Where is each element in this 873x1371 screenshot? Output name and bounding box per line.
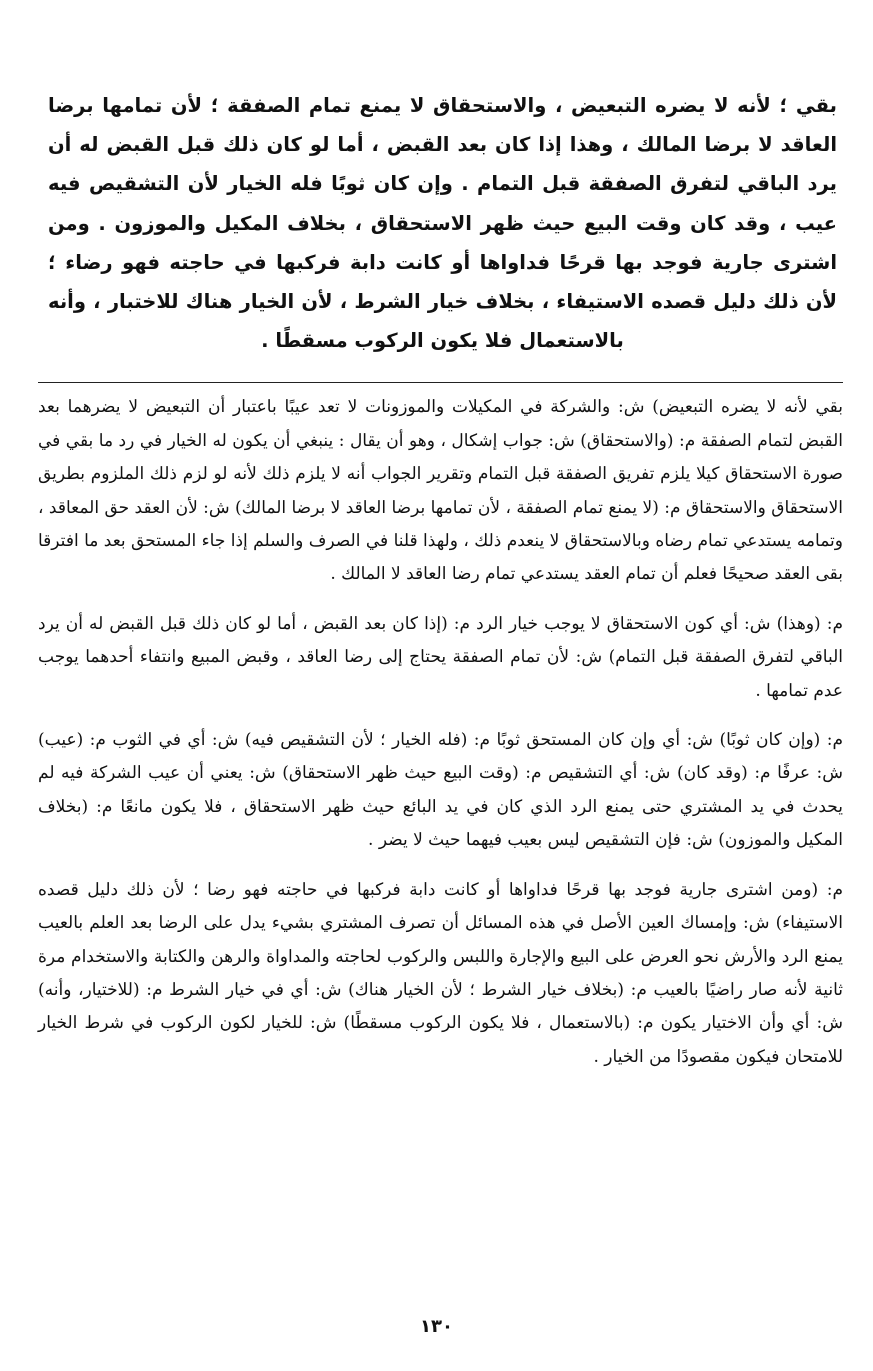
main-text-paragraph: بقي ؛ لأنه لا يضره التبعيض ، والاستحقاق لا يمنع تمام الصفقة ؛ لأن تمامها برضا العاقد لا برضا المالك ، وهذا إذا كان بعد القبض ، أما لو كان ذلك قبل القبض له أن يرد الباقي لتفرق الصفقة قبل التمام . وإن كان ثوبًا فله الخيار لأن التشقيص فيه عيب ، وقد كان وقت البيع حيث ظهر الاستحقاق ، بخلاف المكيل والموزون . ومن اشترى جارية فوجد بها قرحًا فداواها أو كانت دابة فركبها في حاجته فهو رضاء ؛ لأن ذلك دليل قصده الاستيفاء ، بخلاف خيار الشرط ، لأن الخيار هناك للاختبار ، وأنه بالاستعمال فلا يكون الركوب مسقطًا . — [48, 94, 837, 353]
commentary-paragraph-1: بقي لأنه لا يضره التبعيض) ش: والشركة في المكيلات والموزونات لا تعد عيبًا باعتبار أن التبعيض لا يضرهما بعد القبض لتمام الصفقة م: (والاستحقاق) ش: جواب إشكال ، وهو أن يقال : ينبغي أن يكون له الخيار في رد ما بقي في صورة الاستحقاق كيلا يلزم تفريق الصفقة قبل التمام وتقرير الجواب أنه لا يلزم ذلك لأنه لو لزم ذلك الملزوم بطريق الاستحقاق والاستحقاق م: (لا يمنع تمام الصفقة ، لأن تمامها برضا العاقد لا برضا المالك) ش: لأن العقد حق المعاقد ، وتمامه يستدعي تمام رضاه وبالاستحقاق لا ينعدم ذلك ، ولهذا قلنا في الصرف والسلم إذا جاء المستحق بعد ما افترقا بقى العقد صحيحًا فعلم أن تمام العقد يستدعي تمام رضا العاقد لا المالك . — [38, 397, 843, 585]
commentary-paragraph-4: م: (ومن اشترى جارية فوجد بها قرحًا فداواها أو كانت دابة فركبها في حاجته فهو رضا ؛ لأن ذلك دليل قصده الاستيفاء) ش: وإمساك العين الأصل في هذه المسائل أن تصرف المشتري بشيء يدل على الرضا بعد العلم بالعيب يمنع الرد والأرش نحو العرض على البيع والإجارة واللبس والركوب لحاجته والمداواة والرهن والكتابة والاستخدام مرة ثانية لأنه صار راضيًا بالعيب م: (بخلاف خيار الشرط ؛ لأن الخيار هناك) ش: أي في خيار الشرط م: (للاختيار، وأنه) ش: أي وأن الاختيار يكون م: (بالاستعمال ، فلا يكون الركوب مسقطًا) ش: للخيار لكون الركوب في شرط الخيار للامتحان فيكون مقصودًا من الخيار . — [38, 879, 843, 1067]
commentary-paragraph-3: م: (وإن كان ثوبًا) ش: أي وإن كان المستحق ثوبًا م: (فله الخيار ؛ لأن التشقيص فيه) ش: أي في الثوب م: (عيب) ش: عرفًا م: (وقد كان) ش: أي التشقيص م: (وقت البيع حيث ظهر الاستحقاق) ش: يعني أن عيب الشركة فيه لم يحدث في يد المشتري حتى يمنع الرد الذي كان في يد البائع حيث ظهر الاستحقاق ، فلا يكون مانعًا م: (بخلاف المكيل والموزون) ش: فإن التشقيص ليس بعيب فيهما حيث لا يضر . — [38, 730, 843, 851]
commentary-paragraph-2: م: (وهذا) ش: أي كون الاستحقاق لا يوجب خيار الرد م: (إذا كان بعد القبض ، أما لو كان ذلك قبل القبض له أن يرد الباقي لتفرق الصفقة قبل التمام) ش: لأن تمام الصفقة يحتاج إلى رضا العاقد ، وقبض المبيع وانتفاء أحدهما يوجب عدم تمامها . — [38, 613, 843, 701]
commentary-block — [38, 391, 843, 1074]
page-number: ١٣٠ — [420, 1316, 453, 1337]
main-text-block — [38, 80, 843, 360]
book-page — [38, 80, 843, 1090]
footnote-divider — [38, 382, 843, 383]
